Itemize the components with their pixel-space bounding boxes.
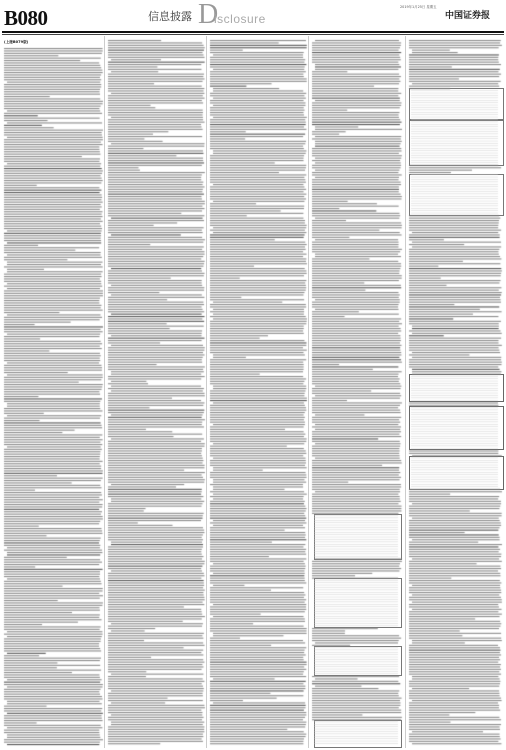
issue-date: 2019年1月25日 星期五: [400, 5, 437, 9]
page-code: B080: [4, 6, 48, 30]
section-title-en: isclosure: [214, 12, 266, 26]
body-text-lines: [2, 36, 504, 748]
newspaper-masthead: 中国证券报: [445, 11, 491, 21]
page-content: [2, 36, 504, 748]
page-header: [0, 0, 506, 34]
header-rule: [2, 31, 504, 33]
section-title-cn: 信息披露: [148, 10, 192, 23]
section-title-en-initial: D: [198, 0, 219, 30]
header-rule-thin: [2, 34, 504, 35]
